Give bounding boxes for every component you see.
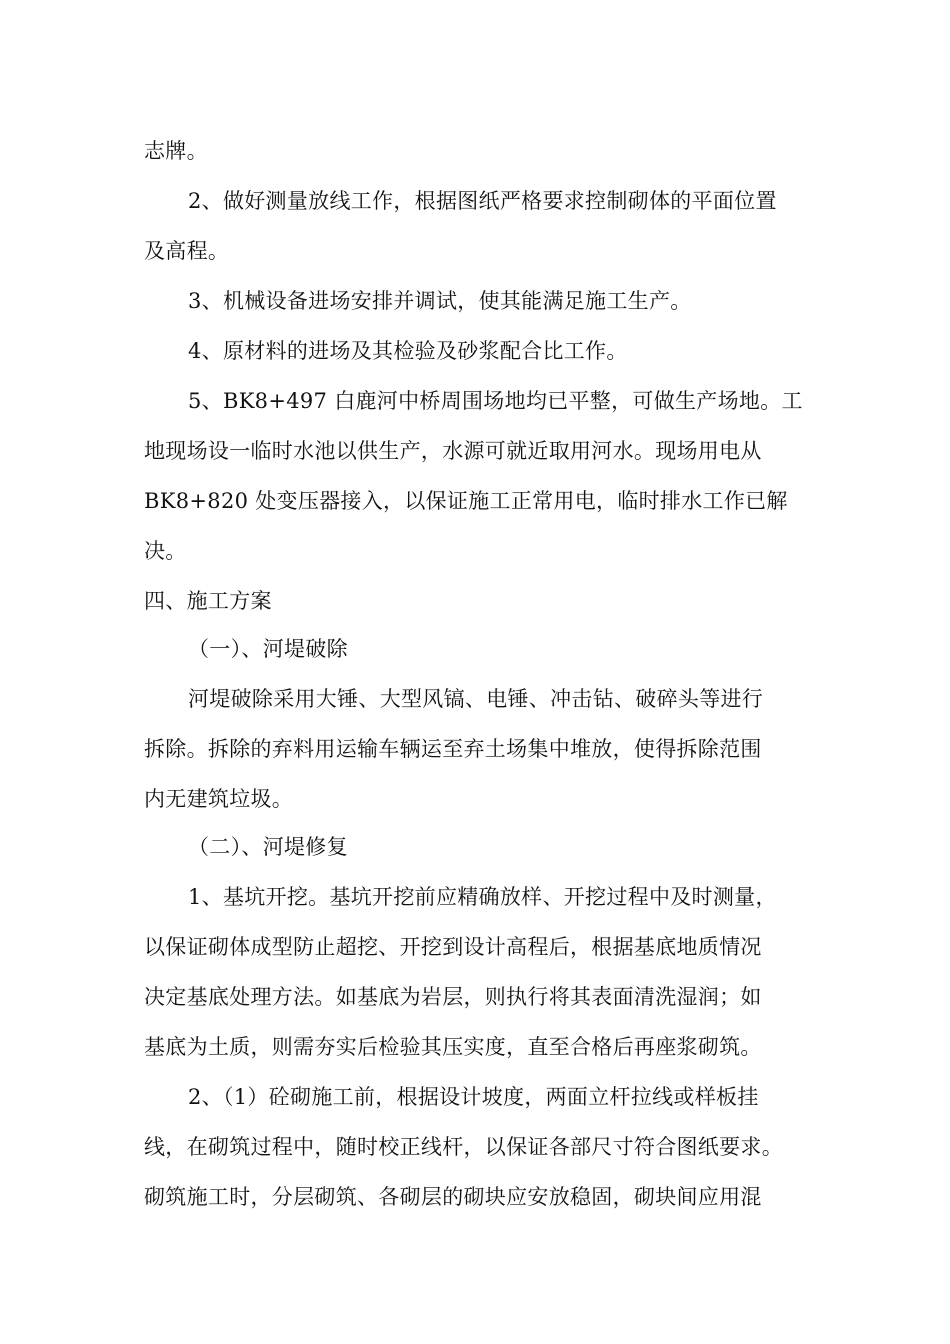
- text-line: 内无建筑垃圾。: [144, 787, 294, 811]
- text-line: 3、机械设备进场安排并调试，使其能满足施工生产。: [188, 289, 692, 313]
- text-line: 及高程。: [144, 239, 230, 263]
- subsection-heading: （一）、河堤破除: [188, 637, 348, 661]
- text-line: 决定基底处理方法。如基底为岩层，则执行将其表面清洗湿润；如: [144, 985, 762, 1009]
- text-line: 砌筑施工时，分层砌筑、各砌层的砌块应安放稳固，砌块间应用混: [144, 1185, 762, 1209]
- text-line: 地现场设一临时水池以供生产，水源可就近取用河水。现场用电从: [144, 439, 762, 463]
- text-line: 基底为土质，则需夯实后检验其压实度，直至合格后再座浆砌筑。: [144, 1035, 762, 1059]
- text-line: 拆除。拆除的弃料用运输车辆运至弃土场集中堆放，使得拆除范围: [144, 737, 762, 761]
- subsection-heading: （二）、河堤修复: [188, 835, 348, 859]
- text-line: 1、基坑开挖。基坑开挖前应精确放样、开挖过程中及时测量，: [188, 885, 777, 909]
- text-line: 2、做好测量放线工作，根据图纸严格要求控制砌体的平面位置: [188, 189, 777, 213]
- section-heading: 四、施工方案: [144, 589, 272, 613]
- text-line: BK8+820 处变压器接入，以保证施工正常用电，临时排水工作已解: [144, 489, 788, 513]
- text-line: 决。: [144, 539, 187, 563]
- text-line: 2、（1）砼砌施工前，根据设计坡度，两面立杆拉线或样板挂: [188, 1085, 759, 1109]
- text-line: 线，在砌筑过程中，随时校正线杆，以保证各部尺寸符合图纸要求。: [144, 1135, 783, 1159]
- text-line: 4、原材料的进场及其检验及砂浆配合比工作。: [188, 339, 628, 363]
- text-line: 以保证砌体成型防止超挖、开挖到设计高程后，根据基底地质情况: [144, 935, 762, 959]
- text-line: 河堤破除采用大锤、大型风镐、电锤、冲击钻、破碎头等进行: [188, 687, 764, 711]
- text-line: 志牌。: [144, 139, 208, 163]
- text-line: 5、BK8+497 白鹿河中桥周围场地均已平整，可做生产场地。工: [188, 389, 803, 413]
